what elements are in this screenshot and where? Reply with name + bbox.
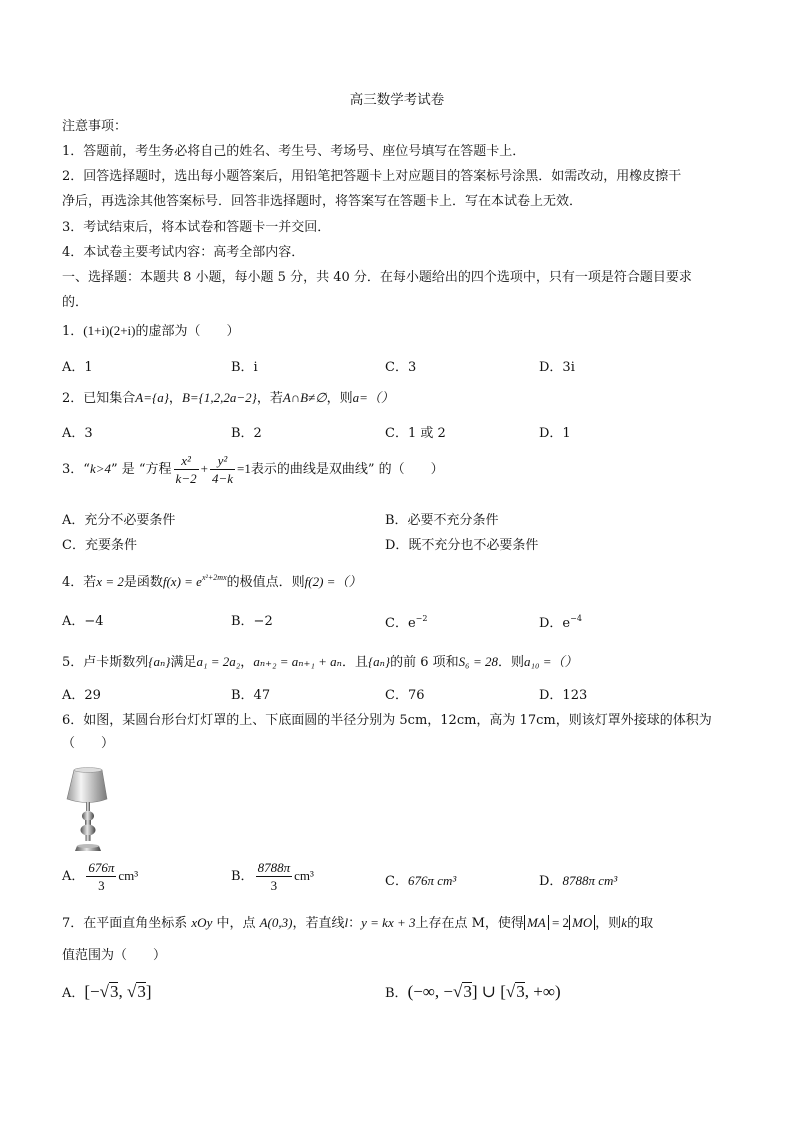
q5-text-3: ．且 <box>341 655 368 670</box>
q7-abs-ma: MA <box>524 915 549 930</box>
question-1 <box>62 324 240 338</box>
q6-option-b-den: 3 <box>270 878 278 893</box>
q4-text-2: 是函数 <box>123 575 163 590</box>
q5-option-c[interactable]: C．76 <box>385 688 425 703</box>
q2-condition: A∩B≠∅ <box>282 390 327 405</box>
q3-fraction-x <box>174 454 199 485</box>
q6-option-a-label: A． <box>62 869 85 884</box>
section-heading: 一、选择题：本题共 8 小题，每小题 5 分，共 40 分．在每小题给出的四个选项中，只有一项是符合题目要求 <box>62 270 692 285</box>
q4-ask: f(2) =（） <box>304 574 362 589</box>
q7-text-4: ： <box>348 916 362 931</box>
q7-text-7: 的取 <box>627 916 654 931</box>
q2-set-a: A={a} <box>135 390 169 405</box>
q4-exponent: x²+2mx <box>201 573 227 582</box>
q7-option-a[interactable] <box>62 982 152 1000</box>
q3-condition: k>4 <box>89 461 111 476</box>
q4-condition: x = 2 <box>96 574 124 589</box>
q6-option-c-label: C． <box>385 874 408 889</box>
q3-frac-x-den: k−2 <box>175 471 197 486</box>
q3-option-a[interactable]: A．充分不必要条件 <box>62 513 176 528</box>
q5-text-5: ．则 <box>497 655 524 670</box>
q5-ask: a₁₀ =（） <box>523 654 578 669</box>
q2-text-1: 已知集合 <box>83 391 136 406</box>
q4-option-d-exp: −4 <box>570 614 582 623</box>
q4-option-b[interactable]: B．−2 <box>231 614 273 629</box>
q7-abs-mo: MO <box>569 915 595 930</box>
q3-text-tail: 表示的曲线是双曲线” 的（ ） <box>250 462 444 477</box>
q6-option-a[interactable] <box>62 861 138 892</box>
q7-option-a-root-1: 3 <box>109 982 119 1001</box>
q7-k: k <box>621 915 628 930</box>
q4-option-d-label: D．e <box>539 616 571 631</box>
q5-text-1: 卢卡斯数列 <box>83 655 149 670</box>
q6-option-d-value: 8788π cm³ <box>562 873 618 888</box>
q7-option-b-label: B． <box>385 986 408 1001</box>
q5-option-b[interactable]: B．47 <box>231 688 271 703</box>
q4-option-a[interactable]: A．−4 <box>62 614 104 629</box>
q6-option-b[interactable] <box>231 861 314 892</box>
q6-option-b-fraction <box>256 861 293 892</box>
q6-option-a-num: 676π <box>88 860 115 875</box>
q7-point: A(0,3) <box>259 915 293 930</box>
q5-sequence: {aₙ} <box>148 654 171 669</box>
q4-number: 4． <box>62 575 84 590</box>
q4-option-c-exp: −2 <box>415 614 428 623</box>
q1-option-c[interactable]: C．3 <box>385 360 417 375</box>
q3-option-b[interactable]: B．必要不充分条件 <box>385 513 499 528</box>
q7-eq2: = 2 <box>548 915 570 930</box>
q1-option-a[interactable]: A．1 <box>62 360 93 375</box>
q7-option-a-label: A． <box>62 986 85 1001</box>
notice-item-2: 2．回答选择题时，选出每小题答案后，用铅笔把答题卡上对应题目的答案标号涂黑．如需改动，用橡皮擦干 <box>62 169 682 184</box>
q5-option-a[interactable]: A．29 <box>62 688 101 703</box>
q7-text-5: 上存在点 M，使得 <box>415 916 524 931</box>
q7-option-a-root-2: 3 <box>137 982 146 1001</box>
q1-expression: (1+i)(2+i) <box>83 323 136 338</box>
q5-text-2: 满足 <box>170 655 197 670</box>
q5-option-d[interactable]: D．123 <box>539 688 588 703</box>
q7-text-3: ，若直线 <box>292 916 345 931</box>
section-heading-cont: 的． <box>62 295 89 310</box>
q3-quote: “ <box>83 462 90 477</box>
q4-option-c-label: C．e <box>385 616 416 631</box>
question-2 <box>62 391 394 405</box>
q5-cond-1: a₁ = 2a₂ <box>196 654 241 669</box>
q7-text-6: ，则 <box>595 916 622 931</box>
q3-plus: + <box>200 461 208 476</box>
q1-option-d[interactable]: D．3i <box>539 360 575 375</box>
q6-option-d-label: D． <box>539 874 563 889</box>
q6-option-a-fraction <box>86 861 116 892</box>
q3-frac-y-num: y² <box>210 454 235 470</box>
q3-equals: =1 <box>236 461 251 476</box>
q5-sequence-2: {aₙ} <box>367 654 391 669</box>
q4-option-d[interactable] <box>539 615 582 630</box>
q7-option-b-root-1: 3 <box>463 982 472 1001</box>
q7-line-eq: y = kx + 3 <box>361 915 416 930</box>
q6-option-a-unit: cm³ <box>118 868 139 883</box>
q7-coord: xOy <box>191 915 213 930</box>
q2-option-a[interactable]: A．3 <box>62 426 93 441</box>
q2-set-b: B={1,2,2a−2} <box>181 390 257 405</box>
question-6-cont: （ ） <box>62 736 115 751</box>
q5-sum: S₆ = 28 <box>458 654 498 669</box>
q6-option-b-num: 8788π <box>257 860 291 875</box>
question-7 <box>62 915 653 930</box>
q2-option-c[interactable]: C．1 或 2 <box>385 426 446 441</box>
question-5 <box>62 655 578 669</box>
q3-option-c[interactable]: C．充要条件 <box>62 538 137 553</box>
question-4 <box>62 574 361 589</box>
q3-frac-y-den: 4−k <box>211 471 233 486</box>
lamp-figure <box>60 766 110 854</box>
q3-fraction-y <box>210 454 235 485</box>
q5-text-4: 的前 6 项和 <box>390 655 459 670</box>
q7-text-1: 7．在平面直角坐标系 <box>62 916 192 931</box>
q7-line-name: l <box>344 915 349 930</box>
q6-option-c[interactable] <box>385 874 456 888</box>
question-7-cont: 值范围为（ ） <box>62 948 167 963</box>
q6-option-b-unit: cm³ <box>294 868 314 883</box>
q3-frac-x-num: x² <box>174 454 199 470</box>
q7-option-b[interactable] <box>385 982 561 1000</box>
q6-option-c-value: 676π cm³ <box>407 873 457 888</box>
q5-comma: ， <box>240 655 254 670</box>
q7-option-b-math: (−∞, −√3] ∪ [√3, +∞) <box>407 982 561 1001</box>
notice-item-2-cont: 净后，再选涂其他答案标号．回答非选择题时，将答案写在答题卡上．写在本试卷上无效． <box>62 194 583 209</box>
q6-option-a-den: 3 <box>98 878 105 893</box>
q2-text-2: ，若 <box>256 391 283 406</box>
notice-item-3: 3．考试结束后，将本试卷和答题卡一并交回． <box>62 220 331 235</box>
q2-number: 2． <box>62 391 84 406</box>
q3-number: 3． <box>62 462 84 477</box>
q6-option-d[interactable] <box>539 874 617 888</box>
q1-number: 1． <box>62 324 84 339</box>
q5-cond-2: aₙ₊₂ = aₙ₊₁ + aₙ <box>253 654 342 669</box>
q2-ask: a=（） <box>352 390 394 405</box>
q5-number: 5． <box>62 655 84 670</box>
q4-text-1: 若 <box>83 575 97 590</box>
question-6: 6．如图，某圆台形台灯灯罩的上、下底面圆的半径分别为 5cm，12cm，高为 17cm，则该灯罩外接球的体积为 <box>62 713 712 728</box>
q2-sep: ， <box>168 391 182 406</box>
q3-option-d[interactable]: D．既不充分也不必要条件 <box>385 538 539 553</box>
question-3 <box>62 454 444 485</box>
q1-option-b[interactable]: B．i <box>231 360 258 375</box>
notice-heading: 注意事项： <box>62 119 128 134</box>
q6-option-b-label: B． <box>231 869 254 884</box>
q1-text: 的虚部为（ ） <box>135 324 240 339</box>
q2-option-d[interactable]: D．1 <box>539 426 571 441</box>
q7-option-a-math: [−√3, √3] <box>84 982 152 1001</box>
q4-option-c[interactable] <box>385 615 427 630</box>
q2-option-b[interactable]: B．2 <box>231 426 262 441</box>
notice-item-1: 1．答题前，考生务必将自己的姓名、考生号、考场号、座位号填写在答题卡上． <box>62 144 526 159</box>
notice-item-4: 4．本试卷主要考试内容：高考全部内容． <box>62 245 305 260</box>
q2-text-3: ，则 <box>326 391 353 406</box>
page-title: 高三数学考试卷 <box>349 92 445 108</box>
q7-text-2: 中，点 <box>212 916 260 931</box>
q3-text-mid: ” 是 “方程 <box>110 462 172 477</box>
q4-function: f(x) = e <box>162 574 202 589</box>
q7-option-b-root-2: 3 <box>516 982 525 1001</box>
q4-text-3: 的极值点．则 <box>226 575 305 590</box>
